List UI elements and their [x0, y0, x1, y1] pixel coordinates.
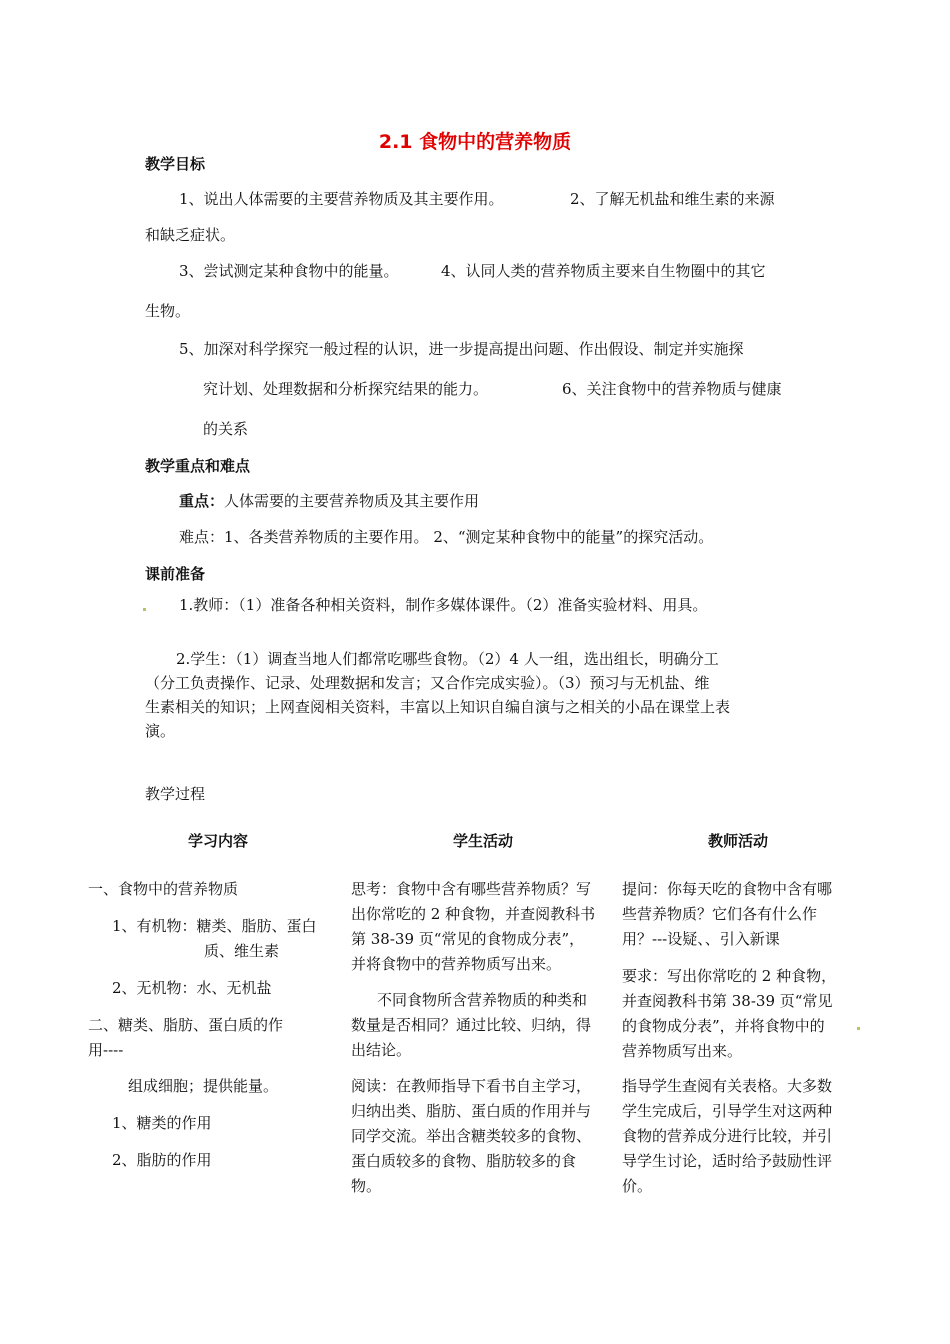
col-header-student: 学生活动	[453, 832, 514, 850]
student-line: 并将食物中的营养物质写出来。	[351, 955, 562, 973]
teacher-line: 导学生讨论，适时给予鼓励性评	[622, 1152, 833, 1170]
student-line: 蛋白质较多的食物、脂肪较多的食	[351, 1152, 577, 1170]
teacher-line: 食物的营养成分进行比较，并引	[622, 1127, 833, 1145]
content-line: 2、脂肪的作用	[112, 1151, 212, 1169]
col-header-teacher: 教师活动	[708, 832, 769, 850]
prep-teacher: 1.教师：（1）准备各种相关资料，制作多媒体课件。（2）准备实验材料、用具。	[179, 596, 708, 614]
col-header-content: 学习内容	[188, 832, 249, 850]
mark-dot	[143, 608, 146, 611]
content-line: 质、维生素	[204, 942, 280, 960]
content-line: 1、有机物：糖类、脂肪、蛋白	[112, 917, 317, 935]
goal-line: 4、认同人类的营养物质主要来自生物圈中的其它	[441, 262, 766, 280]
goal-line: 6、关注食物中的营养物质与健康	[562, 380, 782, 398]
student-line: 同学交流。举出含糖类较多的食物、	[351, 1127, 592, 1145]
page-title: 2.1 食物中的营养物质	[378, 131, 572, 153]
content-line: 2、无机物：水、无机盐	[112, 979, 272, 997]
goal-line: 究计划、处理数据和分析探究结果的能力。	[203, 380, 489, 398]
teacher-line: 学生完成后，引导学生对这两种	[622, 1102, 833, 1120]
prep-heading: 课前准备	[145, 565, 206, 583]
goal-line: 1、说出人体需要的主要营养物质及其主要作用。	[179, 190, 504, 208]
student-line: 物。	[351, 1177, 382, 1195]
prep-student-line: 演。	[145, 722, 176, 740]
student-line: 思考：食物中含有哪些营养物质？写	[351, 880, 592, 898]
student-line: 归纳出类、脂肪、蛋白质的作用并与	[351, 1102, 592, 1120]
prep-student-line: 生素相关的知识；上网查阅相关资料，丰富以上知识自编自演与之相关的小品在课堂上表	[145, 698, 731, 716]
teacher-line: 的食物成分表”，并将食物中的	[622, 1017, 825, 1035]
goal-line: 3、尝试测定某种食物中的能量。	[179, 262, 399, 280]
goal-line: 生物。	[145, 302, 191, 320]
goals-heading: 教学目标	[145, 155, 206, 173]
process-heading: 教学过程	[145, 785, 206, 803]
goal-line: 2、了解无机盐和维生素的来源	[570, 190, 775, 208]
content-line: 用----	[88, 1041, 124, 1059]
content-line: 一、食物中的营养物质	[88, 880, 239, 898]
goal-line: 的关系	[203, 420, 249, 438]
teacher-line: 价。	[622, 1177, 653, 1195]
difficulty-point: 难点：1、各类营养物质的主要作用。 2、“测定某种食物中的能量”的探究活动。	[179, 528, 714, 546]
prep-student-line: （分工负责操作、记录、处理数据和发言；又合作完成实验）。（3）预习与无机盐、维	[145, 674, 710, 692]
content-line: 1、糖类的作用	[112, 1114, 212, 1132]
teacher-line: 营养物质写出来。	[622, 1042, 743, 1060]
student-line: 不同食物所含营养物质的种类和	[377, 991, 588, 1009]
student-line: 数量是否相同？通过比较、归纳，得	[351, 1016, 592, 1034]
student-line: 第 38-39 页“常见的食物成分表”，	[351, 930, 585, 948]
goal-line: 和缺乏症状。	[145, 226, 236, 244]
teacher-line: 提问：你每天吃的食物中含有哪	[622, 880, 833, 898]
key-label: 重点：	[179, 492, 225, 510]
content-line: 组成细胞；提供能量。	[128, 1077, 279, 1095]
teacher-line: 用？---设疑、、引入新课	[622, 930, 780, 948]
teacher-line: 些营养物质？它们各有什么作	[622, 905, 818, 923]
student-line: 出结论。	[351, 1041, 412, 1059]
student-line: 阅读：在教师指导下看书自主学习，	[351, 1077, 592, 1095]
teacher-line: 指导学生查阅有关表格。大多数	[622, 1077, 833, 1095]
teacher-line: 并查阅教科书第 38-39 页“常见	[622, 992, 833, 1010]
key-heading: 教学重点和难点	[145, 457, 251, 475]
key-point	[179, 492, 479, 510]
teacher-line: 要求：写出你常吃的 2 种食物，	[622, 967, 837, 985]
key-text: 人体需要的主要营养物质及其主要作用	[224, 492, 480, 510]
mark-dot	[857, 1027, 860, 1030]
prep-student-line: 2.学生：（1）调查当地人们都常吃哪些食物。（2）4 人一组，选出组长，明确分工	[176, 650, 719, 668]
content-line: 二、糖类、脂肪、蛋白质的作	[88, 1016, 284, 1034]
goal-line: 5、加深对科学探究一般过程的认识，进一步提高提出问题、作出假设、制定并实施探	[179, 340, 744, 358]
student-line: 出你常吃的 2 种食物，并查阅教科书	[351, 905, 596, 923]
